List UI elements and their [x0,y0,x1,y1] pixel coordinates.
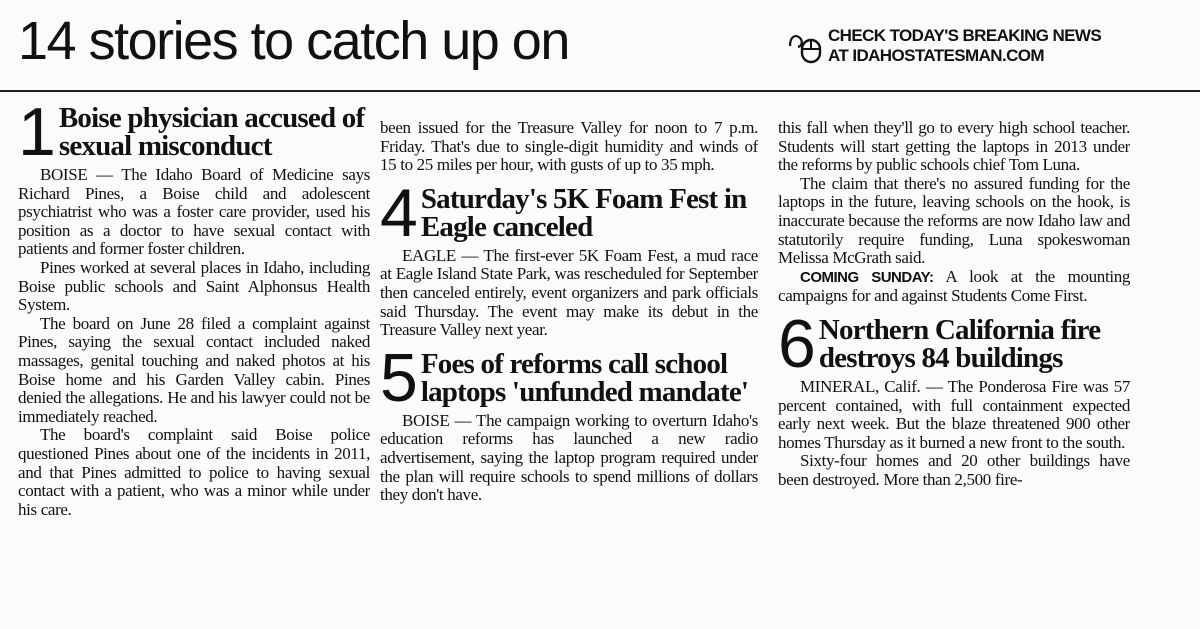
story-paragraph: EAGLE — The first-ever 5K Foam Fest, a mud race at Eagle Island State Park, was rescheduled for September then canceled entirely, event organizers and park officials said Thursday. The event may make its debut in the Treasure Valley next year. [380,245,758,340]
page-title: 14 stories to catch up on [18,11,569,71]
breaking-news-promo[interactable] [788,26,1188,70]
story-paragraph: The board's complaint said Boise police questioned Pines about one of the incidents in 2011, and that Pines admitted to police to having sexual contact with a patient, who was a minor while under his care. [18,425,370,519]
story-1 [18,104,370,519]
story-headline: Foes of reforms call school laptops 'unfunded mandate' [420,347,749,408]
breaking-line-1: CHECK TODAY'S BREAKING NEWS [828,26,1102,45]
header-rule [0,90,1200,92]
story-headline: Boise physician accused of sexual misconduct [58,104,365,162]
story-headline: Northern California fire destroys 84 buildings [818,313,1101,374]
story-number: 5 [380,339,415,416]
story-paragraph: BOISE — The Idaho Board of Medicine says Richard Pines, a Boise child and adolescent psychiatrist who was a foster care provider, used his position as a doctor to have sexual contact with patients and former foster children. [18,165,370,259]
story-3-continued [380,119,758,175]
masthead [0,0,1200,80]
story-headline: Saturday's 5K Foam Fest in Eagle canceled [420,182,747,243]
story-5 [380,339,758,505]
story-paragraph: Pines worked at several places in Idaho, including Boise public schools and Saint Alphonsus Health System. [18,257,370,315]
story-paragraph: The claim that there's no assured funding for the laptops in the future, leaving schools on the hook, is inaccurate because the reforms are now Idaho law and statutorily require funding, Luna spokeswoman Melissa McGrath said. [778,173,1130,268]
story-number: 1 [18,104,53,170]
story-5-continued [778,119,1130,306]
story-paragraph [778,268,1130,306]
column-1 [18,104,370,629]
story-4 [380,174,758,340]
kicker-text: A look at the mounting campaigns for and against Students Come First. [778,266,1130,306]
breaking-line-2: AT IDAHOSTATESMAN.COM [828,46,1044,65]
story-paragraph: BOISE — The campaign working to overturn Idaho's education reforms has launched a new radio advertisement, saying the laptop program required under the plan will require schools to spend millions of dollars they don't have. [380,410,758,505]
coming-sunday-kicker: COMING SUNDAY: [800,268,934,286]
story-paragraph: The board on June 28 filed a complaint against Pines, saying the sexual contact included naked massages, genital touching and naked photos at his Boise home and his Garden Valley cabin. Pines denied the allegations. He and his lawyer could not be immediately reached. [18,313,370,426]
story-paragraph: been issued for the Treasure Valley for noon to 7 p.m. Friday. That's due to single-digit humidity and winds of 15 to 25 miles per hour, with gusts of up to 35 mph. [380,119,758,175]
column-3 [778,119,1130,629]
story-number: 4 [380,174,415,251]
story-6 [778,305,1130,490]
story-paragraph: this fall when they'll go to every high school teacher. Students will start getting the laptops in 2013 under the reforms by public schools chief Tom Luna. [778,119,1130,175]
story-paragraph: MINERAL, Calif. — The Ponderosa Fire was 57 percent contained, with full containment expected early next week. But the blaze threatened 900 other homes Thursday as it burned a new front to the south. [778,376,1130,452]
story-number: 6 [778,305,813,382]
story-paragraph: Sixty-four homes and 20 other buildings have been destroyed. More than 2,500 fire- [778,451,1130,489]
computer-mouse-icon [788,30,824,64]
column-2 [380,119,758,629]
